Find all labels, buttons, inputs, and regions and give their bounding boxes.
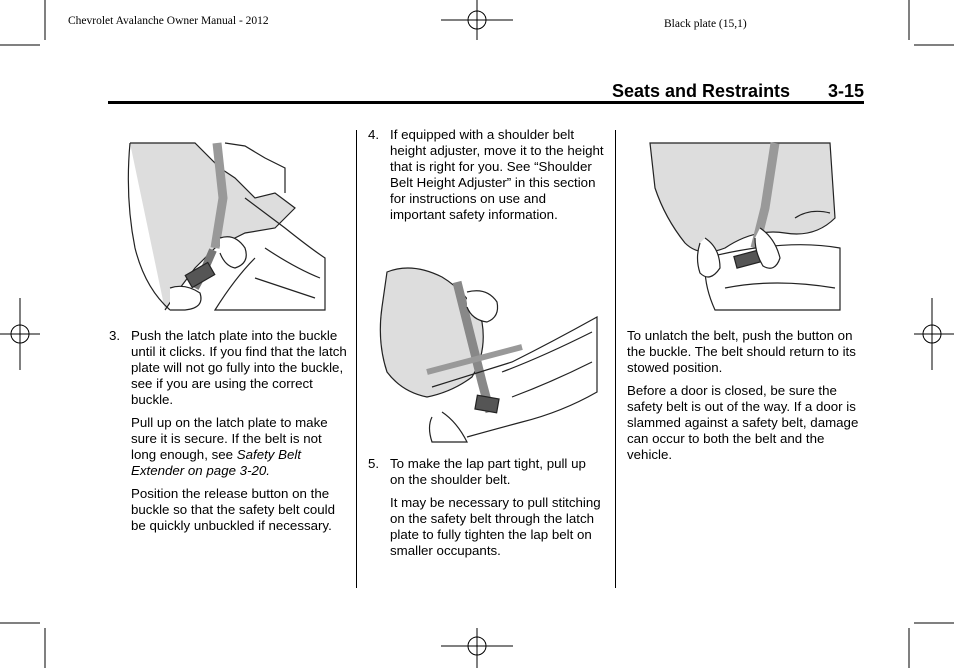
shoulder-belt-illustration <box>372 262 600 447</box>
column-divider <box>356 130 357 588</box>
step-4-text: If equipped with a shoulder belt height adjuster, move it to the height that is right for you. See “Shoulder Belt Height Adjuster” in this section for instructions on use and important safety information. <box>390 127 604 222</box>
door-warning-paragraph: Before a door is closed, be sure the safety belt is out of the way. If a door is slammed against a safety belt, damage can occur to both the belt and the vehicle. <box>627 383 859 462</box>
column-1-text <box>109 328 349 541</box>
step-number: 3. <box>109 328 121 343</box>
step-3-paragraph-2 <box>109 415 349 479</box>
step-3-p2-text: Pull up on the latch plate to make sure it is secure. If the belt is not long enough, see <box>131 415 328 462</box>
plate-label: Black plate (15,1) <box>664 18 747 30</box>
column-2-step-5 <box>368 456 604 566</box>
header-rule <box>108 101 864 104</box>
step-number: 4. <box>368 127 380 142</box>
step-5 <box>368 456 604 488</box>
step-3-paragraph-3: Position the release button on the buckle so that the safety belt could be quickly unbuckled if necessary. <box>131 486 336 533</box>
safety-belt-extender-link[interactable]: Safety Belt Extender on page 3-20. <box>131 447 302 478</box>
step-number: 5. <box>368 456 380 471</box>
column-2-step-4 <box>368 127 604 230</box>
section-title: Seats and Restraints <box>612 81 791 101</box>
step-5-paragraph-2: It may be necessary to pull stitching on the safety belt through the latch plate to fully tighten the lap belt on smaller occupants. <box>390 495 601 558</box>
step-5-text: To make the lap part tight, pull up on the shoulder belt. <box>390 456 586 487</box>
page-number: 3-15 <box>828 81 865 101</box>
column-divider <box>615 130 616 588</box>
column-3-text <box>627 328 863 470</box>
unlatch-illustration <box>645 138 843 316</box>
step-3-text: Push the latch plate into the buckle until it clicks. If you find that the latch plate will not go fully into the buckle, see if you are using the correct buckle. <box>131 328 347 407</box>
manual-title: Chevrolet Avalanche Owner Manual - 2012 <box>68 15 269 27</box>
step-4 <box>368 127 604 223</box>
unlatch-paragraph: To unlatch the belt, push the button on the buckle. The belt should return to its stowed position. <box>627 328 856 375</box>
step-3 <box>109 328 349 408</box>
latch-plate-illustration <box>125 138 330 316</box>
